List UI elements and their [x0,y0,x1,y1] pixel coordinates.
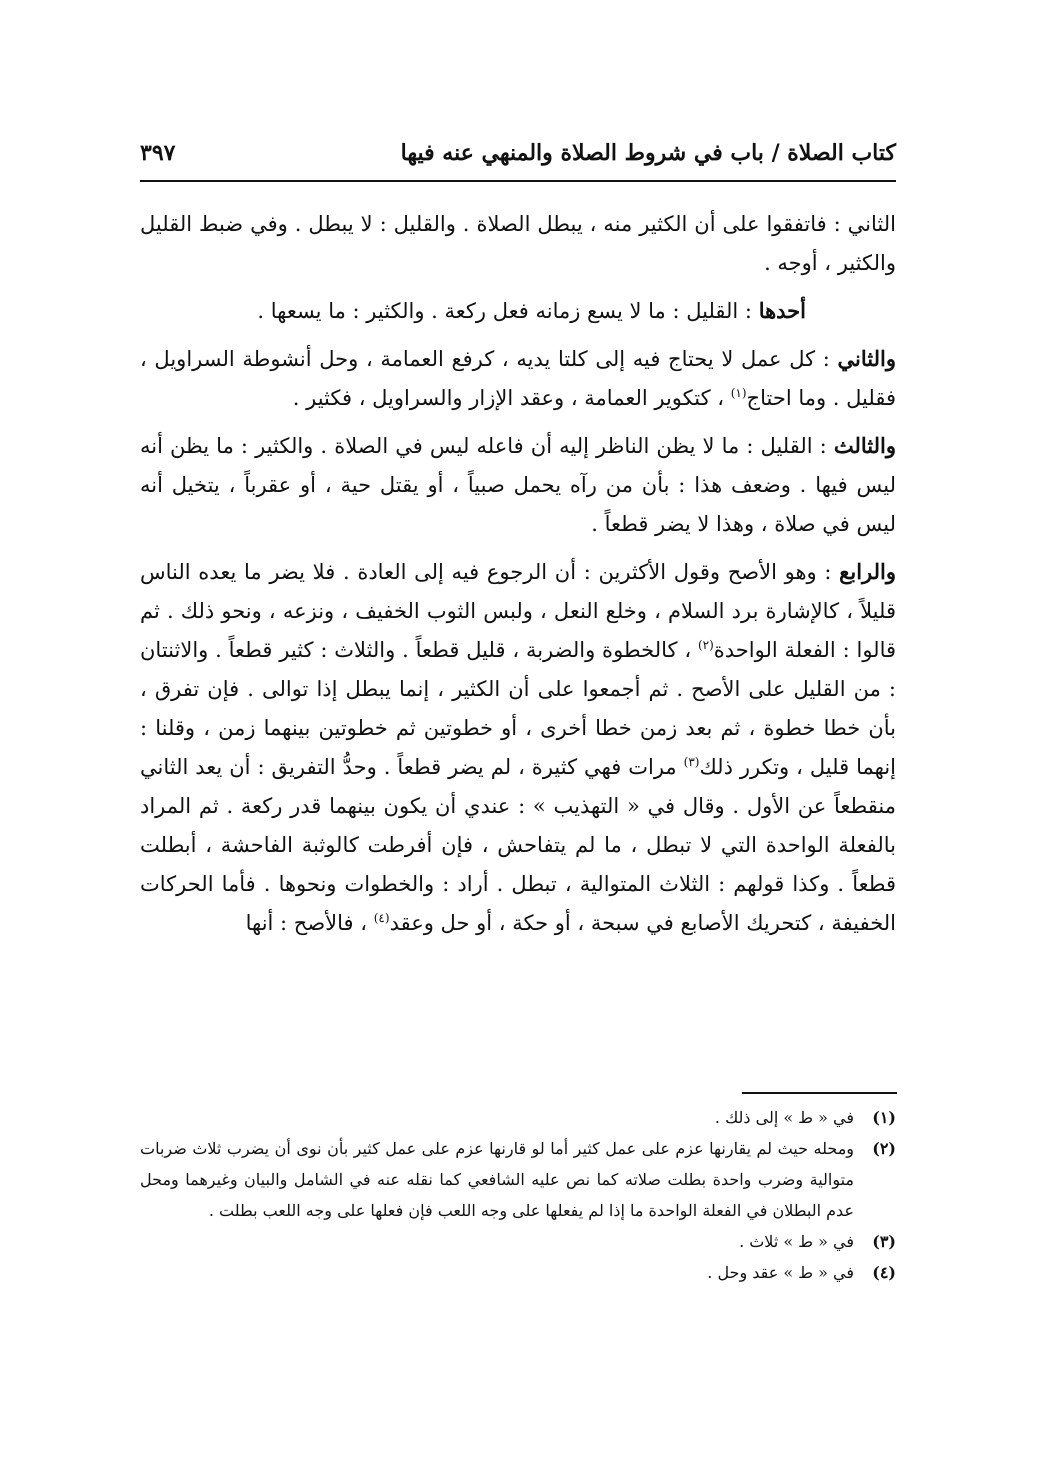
paragraph-5 [140,552,896,943]
footnote-text: في « ط » إلى ذلك . [714,1108,854,1127]
footnote-mark: (٤) [872,1263,896,1282]
footnotes [140,1102,896,1288]
page-number: ٣٩٧ [140,140,176,166]
footnote [140,1226,896,1257]
running-title: كتاب الصلاة / باب في شروط الصلاة والمنهي عنه فيها [400,140,896,166]
paragraph-3-text-b: ، كتكوير العمامة ، وعقد الإزار والسراويل ، فكثير . [292,386,731,410]
footnote [140,1102,896,1133]
paragraph-2 [140,291,896,331]
paragraph-5-lead: والرابع [839,559,896,584]
footnote [140,1257,896,1288]
paragraph-3-lead: والثاني [837,346,896,371]
paragraph-5-text-b: ، كالخطوة والضربة ، قليل قطعاً . والثلاث : كثير قطعاً . والاثنتان : من القليل على الأصح . ثم أجمعوا على أن الكثير ، إنما يبطل إذا توالى . فإن تفرق ، بأن خطا خطوة ، ثم بعد زمن خطا أخرى ، أو خطوتين ثم خطوتين بينهما زمن ، وقلنا : إنهما قليل ، وتكرر ذلك [140,638,896,779]
paragraph-1-text: الثاني : فاتفقوا على أن الكثير منه ، يبطل الصلاة . والقليل : لا يبطل . وفي ضبط القليل والكثير ، أوجه . [140,212,896,275]
paragraph-1 [140,205,896,283]
footnote-text: في « ط » ثلاث . [739,1232,854,1251]
paragraph-4-text: : القليل : ما لا يظن الناظر إليه أن فاعله ليس في الصلاة . والكثير : ما يظن أنه ليس فيها . وضعف هذا : بأن من رآه يحمل صبياً ، أو يقتل حية ، أو عقرباً ، يتخيل أنه ليس في صلاة ، وهذا لا يضر قطعاً . [140,434,896,536]
footnote-text: ومحله حيث لم يقارنها عزم على عمل كثير أما لو قارنها عزم على عمل كثير بأن نوى أن يضرب ثلاث ضربات متوالية وضرب واحدة بطلت صلاته كما نص عليه الشافعي كما نقله عنه في الشامل والبيان وغيرهما ومحل عدم البطلان في الفعلة الواحدة ما إذا لم يفعلها على وجه اللعب فإن فعلها على وجه اللعب بطلت . [140,1139,854,1220]
footnote-ref-3[interactable]: (٣) [683,755,700,769]
footnote-mark: (٣) [872,1232,896,1251]
footnote-divider [742,1092,897,1094]
page-header [140,140,896,180]
footnote-ref-4[interactable]: (٤) [373,911,390,925]
footnote-mark: (١) [872,1108,896,1127]
footnote-ref-1[interactable]: (١) [730,386,747,400]
paragraph-2-text: : القليل : ما لا يسع زمانه فعل ركعة . والكثير : ما يسعها . [257,299,759,323]
footnote-text: في « ط » عقد وحل . [707,1263,854,1282]
paragraph-2-lead: أحدها [758,298,806,323]
paragraph-5-text-c: مرات فهي كثيرة ، لم يضر قطعاً . وحدُّ التفريق : أن يعد الثاني منقطعاً عن الأول . وقال في « التهذيب » : عندي أن يكون بينهما قدر ركعة . ثم المراد بالفعلة الواحدة التي لا تبطل ، ما لم يتفاحش ، فإن أفرطت كالوثبة الفاحشة ، أبطلت قطعاً . وكذا قولهم : الثلاث المتوالية ، تبطل . أراد : والخطوات ونحوها . فأما الحركات الخفيفة ، كتحريك الأصابع في سبحة ، أو حكة ، أو حل وعقد [140,755,896,935]
paragraph-4 [140,426,896,544]
paragraph-5-text-d: ، فالأصح : أنها [245,911,374,935]
paragraph-3 [140,339,896,418]
footnote-mark: (٢) [872,1139,896,1158]
footnote-ref-2[interactable]: (٢) [697,638,714,652]
main-text [140,205,896,951]
footnote [140,1133,896,1226]
header-divider [140,180,896,182]
paragraph-3-text-a: : كل عمل لا يحتاج فيه إلى كلتا يديه ، كرفع العمامة ، وحل أنشوطة السراويل ، فقليل . وما احتاج [140,347,896,410]
paragraph-4-lead: والثالث [833,433,896,458]
paragraph-5-text-a: : وهو الأصح وقول الأكثرين : أن الرجوع فيه إلى العادة . فلا يضر ما يعده الناس قليلاً ، كالإشارة برد السلام ، وخلع النعل ، ولبس الثوب الخفيف ، ونزعه ، ونحو ذلك . ثم قالوا : الفعلة الواحدة [140,560,897,662]
